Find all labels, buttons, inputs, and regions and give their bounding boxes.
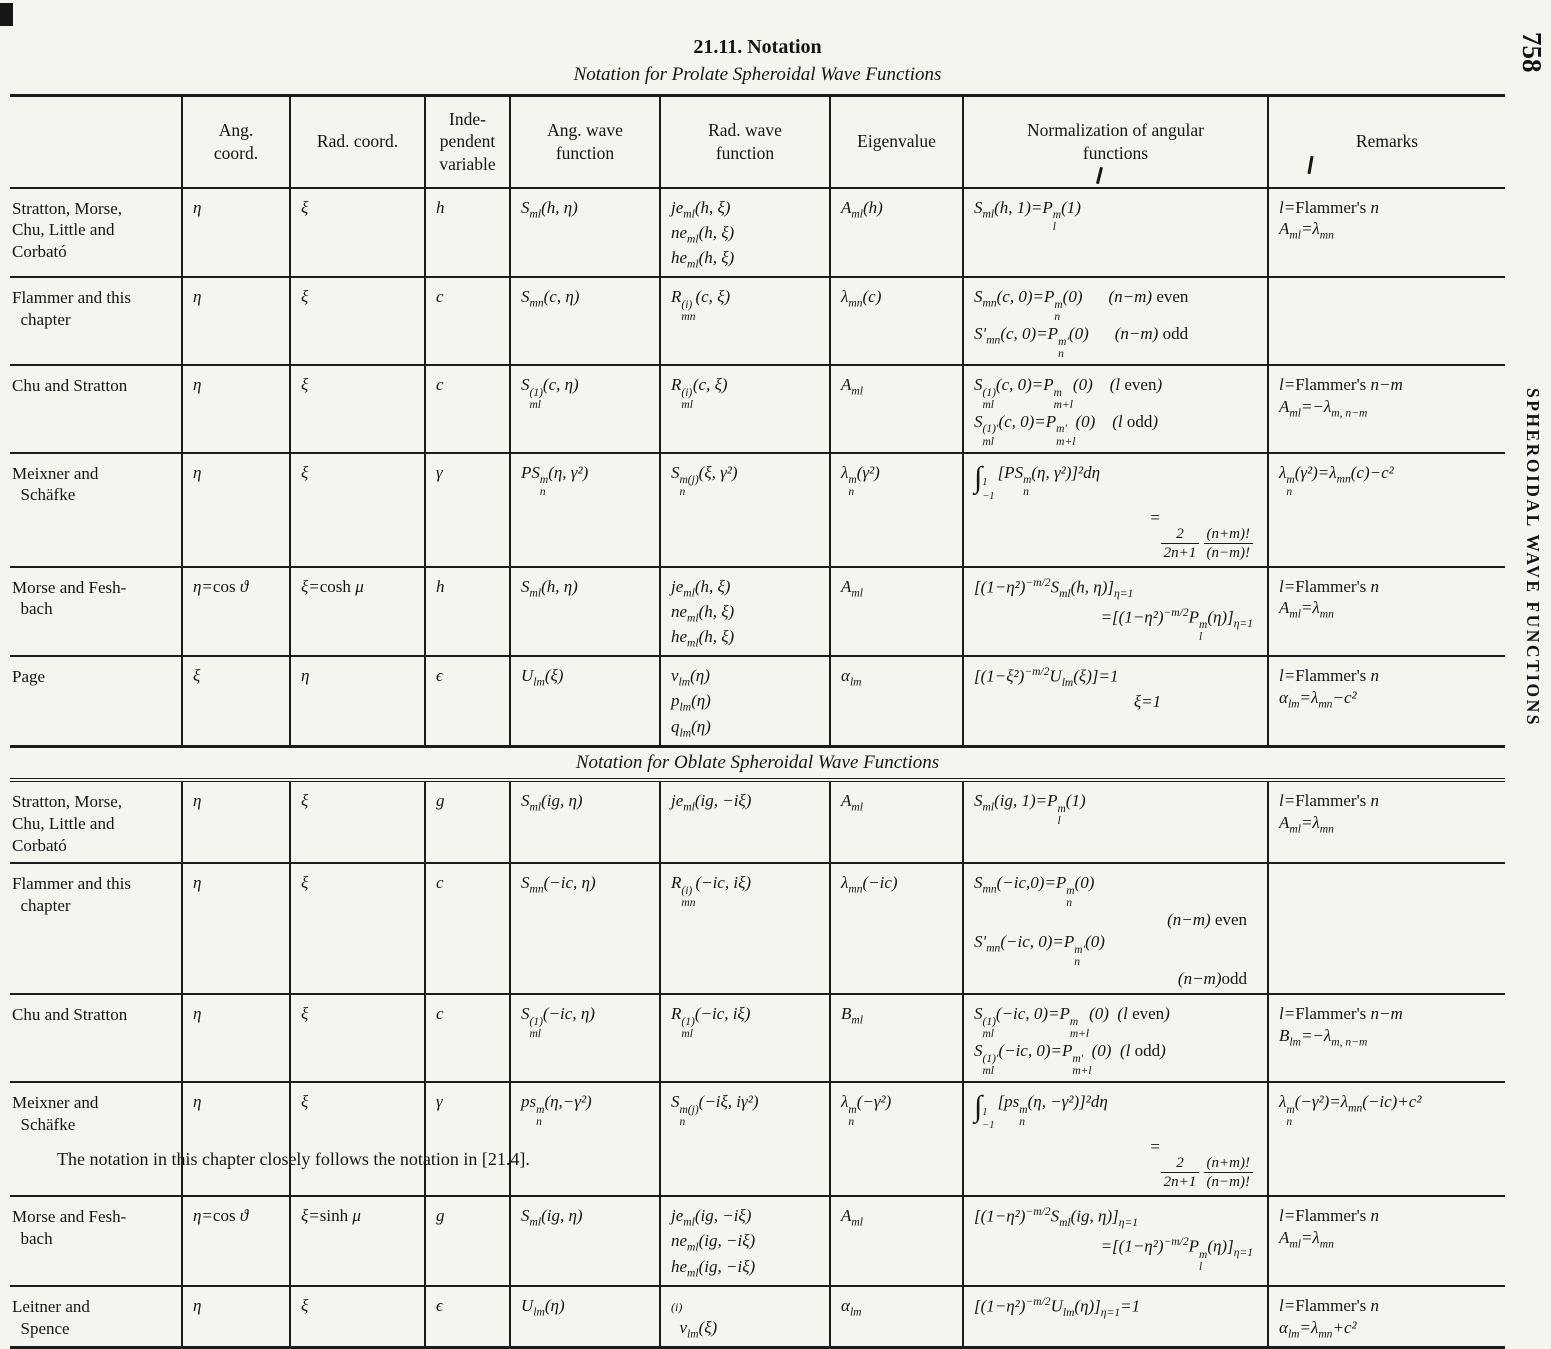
normalization-cell: $S_{ml}(h$, 1)=P m l (1)	[963, 188, 1268, 278]
eigenvalue-cell: $\lambda_{mn}(c)$	[830, 277, 963, 365]
independent-variable-cell: h	[425, 188, 510, 278]
table-row	[10, 365, 1505, 453]
rad-wave-cell: R (i) mn (c, ξ)	[660, 277, 830, 365]
ang-coord-cell: η=cos ϑ	[182, 567, 290, 657]
author-cell: Morse and Fesh- bach	[12, 1207, 127, 1248]
eigenvalue-cell: $\alpha_{lm}$	[830, 656, 963, 746]
ang-coord-cell: η	[182, 188, 290, 278]
rad-coord-cell: ξ	[290, 365, 425, 453]
rad-wave-cell: $je_{ml}(ig$, −iξ)	[660, 780, 830, 863]
remarks-cell: l=Flammer's n $\alpha_{lm}=\lambda_{mn}-c^2$	[1268, 656, 1505, 746]
ang-wave-cell: S (1) ml (c, η)	[510, 365, 660, 453]
normalization-cell: $S_{ml}(ig$, 1)=P m l (1)	[963, 780, 1268, 863]
independent-variable-cell: γ	[425, 453, 510, 567]
ang-wave-cell: S (1) ml (−ic, η)	[510, 994, 660, 1082]
ang-wave-cell: $S_{ml}(h$, η)	[510, 188, 660, 278]
header-row	[10, 96, 1505, 188]
normalization-cell: S (1) ml (−ic, 0)=P m m+l (0) (l even) S (1)′ ml (−ic, 0)=P m′ m+l (0) (l odd)	[963, 994, 1268, 1082]
chapter-footnote: The notation in this chapter closely follows the notation in [21.4].	[57, 1149, 530, 1169]
rad-coord-cell: ξ=cosh μ	[290, 567, 425, 657]
ang-coord-cell: η	[182, 277, 290, 365]
independent-variable-cell: c	[425, 277, 510, 365]
rad-coord-cell: ξ	[290, 188, 425, 278]
normalization-cell: $[(1-\xi^2)^{-m/2}U_{lm}(\xi)]=1$ ξ=1	[963, 656, 1268, 746]
independent-variable-cell: g	[425, 780, 510, 863]
ang-coord-cell: η=cos ϑ	[182, 1196, 290, 1286]
rad-coord-cell: ξ	[290, 1082, 425, 1196]
eigenvalue-cell: $A_{ml}$	[830, 780, 963, 863]
rad-wave-cell: $v_{lm}(\eta)$ $p_{lm}(\eta)$ $q_{lm}(\eta)$	[660, 656, 830, 746]
remarks-cell	[1268, 863, 1505, 994]
rad-wave-cell: R (1) ml (−ic, iξ)	[660, 994, 830, 1082]
eigenvalue-cell: $A_{ml}$	[830, 567, 963, 657]
table-row	[10, 863, 1505, 994]
ang-coord-cell: η	[182, 365, 290, 453]
remarks-cell: λ m n $(-\gamma^2)=\lambda_{mn}(-ic)+c^2$	[1268, 1082, 1505, 1196]
independent-variable-cell: h	[425, 567, 510, 657]
rad-coord-cell: ξ	[290, 1286, 425, 1348]
running-head-vertical: SPHEROIDAL WAVE FUNCTIONS	[1523, 388, 1543, 728]
header-normalization: Normalization of angular functions	[963, 96, 1268, 188]
header-independent-variable: Inde- pendent variable	[425, 96, 510, 188]
rad-wave-cell: $je_{ml}(h$, ξ) $ne_{ml}(h$, ξ) $he_{ml}(h$, ξ)	[660, 567, 830, 657]
normalization-cell: $S_{mn}(c$, 0)=P m n (0) (n−m) even $S'_{mn}(c$, 0)=P m′ n (0) (n−m) odd	[963, 277, 1268, 365]
table-row	[10, 656, 1505, 746]
ang-coord-cell: η	[182, 1286, 290, 1348]
oblate-section-divider	[10, 746, 1505, 780]
remarks-cell	[1268, 277, 1505, 365]
rad-coord-cell: ξ	[290, 863, 425, 994]
rad-wave-cell: $je_{ml}(ig$, −iξ) $ne_{ml}(ig$, −iξ) $he_{ml}(ig$, −iξ)	[660, 1196, 830, 1286]
rad-coord-cell: ξ	[290, 277, 425, 365]
independent-variable-cell: c	[425, 994, 510, 1082]
header-rad-wave-function: Rad. wave function	[660, 96, 830, 188]
remarks-cell: l=Flammer's n $A_{ml}=\lambda_{mn}$	[1268, 1196, 1505, 1286]
rad-coord-cell: ξ	[290, 453, 425, 567]
independent-variable-cell: c	[425, 863, 510, 994]
remarks-cell: l=Flammer's n $A_{ml}=\lambda_{mn}$	[1268, 567, 1505, 657]
author-cell: Stratton, Morse, Chu, Little and Corbató	[12, 198, 123, 261]
ang-coord-cell: η	[182, 780, 290, 863]
table-row	[10, 780, 1505, 863]
table-row	[10, 1082, 1505, 1196]
normalization-cell: S (1) ml (c, 0)=P m m+l (0) (l even) S (1)′ ml (c, 0)=P m′ m+l (0) (l odd)	[963, 365, 1268, 453]
eigenvalue-cell: $A_{ml}$	[830, 1196, 963, 1286]
author-cell: Page	[12, 667, 46, 687]
normalization-cell: $S_{mn}(-ic,0)=P$ m n (0) (n−m) even $S'_{mn}(-ic$, 0)=P m′ n (0) (n−m)odd	[963, 863, 1268, 994]
normalization-cell: $[(1-\eta^2)^{-m/2}U_{lm}(\eta)]_{\eta=1}=1$	[963, 1286, 1268, 1348]
ang-coord-cell: η	[182, 863, 290, 994]
ang-coord-cell: η	[182, 1082, 290, 1196]
ang-wave-cell: ps m n (η,−γ²)	[510, 1082, 660, 1196]
independent-variable-cell: ϵ	[425, 656, 510, 746]
rad-coord-cell: ξ=sinh μ	[290, 1196, 425, 1286]
table-row	[10, 1286, 1505, 1348]
header-rad-coord: Rad. coord.	[290, 96, 425, 188]
ang-wave-cell: $U_{lm}(\xi)$	[510, 656, 660, 746]
ang-coord-cell: η	[182, 453, 290, 567]
author-cell: Chu and Stratton	[12, 1005, 128, 1025]
eigenvalue-cell: λ m n (−γ²)	[830, 1082, 963, 1196]
header-author	[10, 96, 182, 188]
rad-wave-cell: $je_{ml}(h$, ξ) $ne_{ml}(h$, ξ) $he_{ml}(h$, ξ)	[660, 188, 830, 278]
section-number-title: 21.11. Notation	[693, 36, 822, 58]
oblate-table-title: Notation for Oblate Spheroidal Wave Functions	[575, 751, 940, 773]
ang-wave-cell: $U_{lm}(\eta)$	[510, 1286, 660, 1348]
page-number: 758	[1517, 32, 1547, 73]
ang-coord-cell: ξ	[182, 656, 290, 746]
independent-variable-cell: ϵ	[425, 1286, 510, 1348]
table-row	[10, 1196, 1505, 1286]
independent-variable-cell: g	[425, 1196, 510, 1286]
remarks-cell: l=Flammer's n $\alpha_{lm}=\lambda_{mn}+c^2$	[1268, 1286, 1505, 1348]
ang-wave-cell: $S_{ml}(ig$, η)	[510, 1196, 660, 1286]
author-cell: Meixner and Schäfke	[12, 463, 99, 505]
independent-variable-cell: γ	[425, 1082, 510, 1196]
author-cell: Chu and Stratton	[12, 375, 128, 395]
author-cell: Meixner and Schäfke	[12, 1093, 99, 1134]
rad-wave-cell: (i) $v_{lm}(\xi)$	[660, 1286, 830, 1348]
rad-coord-cell: ξ	[290, 780, 425, 863]
normalization-cell: ∫ 1 −1 [ps m n (η, −γ²)]²dη = $\frac{2}{2n+1}$ $\frac{(n+m)!}{(n-m)!}$	[963, 1082, 1268, 1196]
header-ang-wave-function: Ang. wave function	[510, 96, 660, 188]
table-row	[10, 453, 1505, 567]
table-row	[10, 188, 1505, 278]
author-cell: Flammer and this chapter	[12, 288, 131, 329]
ang-coord-cell: η	[182, 994, 290, 1082]
table-row	[10, 567, 1505, 657]
table-row	[10, 277, 1505, 365]
remarks-cell: l=Flammer's n $A_{ml}=\lambda_{mn}$	[1268, 780, 1505, 863]
eigenvalue-cell: λ m n (γ²)	[830, 453, 963, 567]
rad-wave-cell: S m(j) n (−iξ, iγ²)	[660, 1082, 830, 1196]
scan-artifact	[0, 3, 13, 26]
eigenvalue-cell: $A_{ml}(h)$	[830, 188, 963, 278]
author-cell: Stratton, Morse, Chu, Little and Corbató	[12, 792, 123, 855]
author-cell: Flammer and this chapter	[12, 874, 131, 915]
prolate-table-title: Notation for Prolate Spheroidal Wave Functions	[573, 64, 942, 85]
eigenvalue-cell: $A_{ml}$	[830, 365, 963, 453]
rad-wave-cell: R (i) ml (c, ξ)	[660, 365, 830, 453]
normalization-cell: [$(1-\eta^2)^{-m/2}S_{ml}(h$, $\eta)]_{\eta=1}$ $=[(1-\eta^2)^{-m/2}P$ m l $(\eta)]_{\eta=1}$	[963, 567, 1268, 657]
ang-wave-cell: $S_{mn}(-ic$, η)	[510, 863, 660, 994]
author-cell: Leitner and Spence	[12, 1296, 90, 1338]
table-row	[10, 994, 1505, 1082]
ang-wave-cell: $S_{ml}(ig$, η)	[510, 780, 660, 863]
ang-wave-cell: $S_{ml}(h$, η)	[510, 567, 660, 657]
header-remarks: Remarks	[1268, 96, 1505, 188]
header-ang-coord: Ang. coord.	[182, 96, 290, 188]
remarks-cell: l=Flammer's n−m $B_{lm}=-\lambda_{m, n-m}$	[1268, 994, 1505, 1082]
normalization-cell: ∫ 1 −1 [PS m n (η, γ²)]²dη = $\frac{2}{2n+1}$ $\frac{(n+m)!}{(n-m)!}$	[963, 453, 1268, 567]
ang-wave-cell: $S_{mn}(c$, η)	[510, 277, 660, 365]
remarks-cell: l=Flammer's n−m $A_{ml}=-\lambda_{m, n-m}$	[1268, 365, 1505, 453]
header-eigenvalue: Eigenvalue	[830, 96, 963, 188]
eigenvalue-cell: $\lambda_{mn}(-ic)$	[830, 863, 963, 994]
normalization-cell: [$(1-\eta^2)^{-m/2}S_{ml}(ig$, $\eta)]_{\eta=1}$ $=[(1-\eta^2)^{-m/2}P$ m l $(\eta)]_{\eta=1}$	[963, 1196, 1268, 1286]
author-cell: Morse and Fesh- bach	[12, 577, 127, 619]
remarks-cell: l=Flammer's n $A_{ml}=\lambda_{mn}$	[1268, 188, 1505, 278]
rad-wave-cell: S m(j) n (ξ, γ²)	[660, 453, 830, 567]
rad-coord-cell: ξ	[290, 994, 425, 1082]
rad-coord-cell: η	[290, 656, 425, 746]
rad-wave-cell: R (i) mn (−ic, iξ)	[660, 863, 830, 994]
remarks-cell: λ m n $(\gamma^2)=\lambda_{mn}(c)-c^2$	[1268, 453, 1505, 567]
eigenvalue-cell: $\alpha_{lm}$	[830, 1286, 963, 1348]
eigenvalue-cell: $B_{ml}$	[830, 994, 963, 1082]
independent-variable-cell: c	[425, 365, 510, 453]
ang-wave-cell: PS m n (η, γ²)	[510, 453, 660, 567]
